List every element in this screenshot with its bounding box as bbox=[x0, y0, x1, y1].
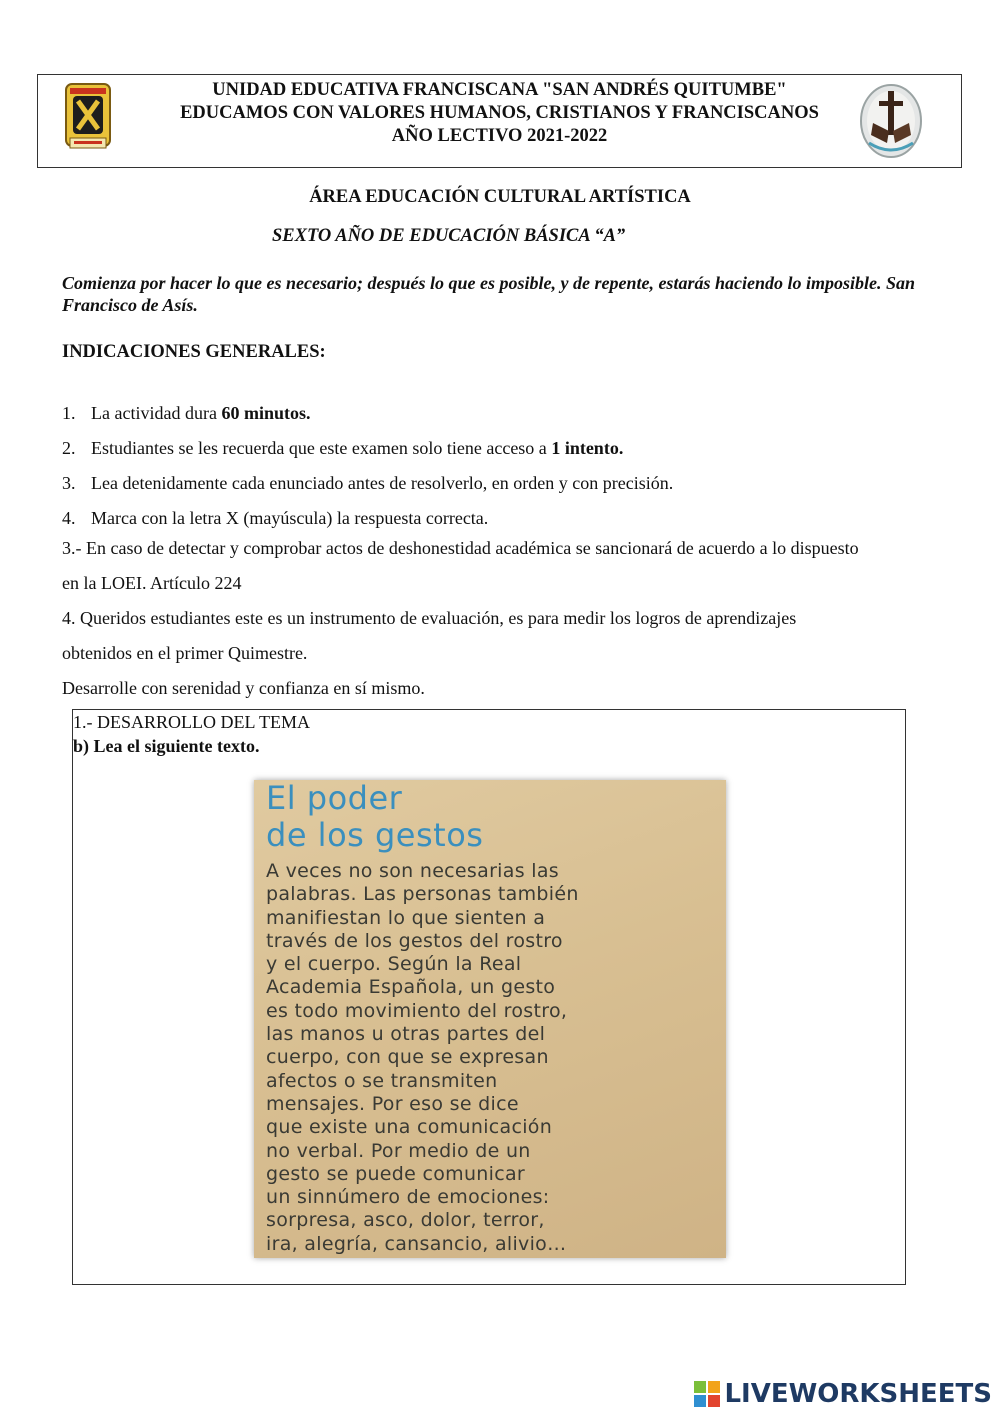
reading-line: es todo movimiento del rostro, bbox=[266, 999, 568, 1022]
reading-line: cuerpo, con que se expresan bbox=[266, 1046, 549, 1069]
instruction-item: 1. La actividad dura 60 minutos. bbox=[62, 403, 311, 423]
liveworksheets-watermark[interactable] bbox=[694, 1377, 992, 1411]
reading-line: no verbal. Por medio de un bbox=[266, 1139, 531, 1162]
instruction-item: 2. Estudiantes se les recuerda que este examen solo tiene acceso a 1 intento. bbox=[62, 438, 624, 458]
reading-line: través de los gestos del rostro bbox=[266, 929, 563, 952]
school-name: UNIDAD EDUCATIVA FRANCISCANA "SAN ANDRÉS QUITUMBE" bbox=[212, 80, 787, 100]
honesty-notice-line1: 3.- En caso de detectar y comprobar actos de deshonestidad académica se sancionará de acuerdo a lo dispuesto bbox=[62, 538, 859, 558]
liveworksheets-logo-icon bbox=[694, 1381, 720, 1407]
closing-note: Desarrolle con serenidad y confianza en sí mismo. bbox=[62, 678, 425, 698]
reading-line: las manos u otras partes del bbox=[266, 1023, 546, 1046]
general-instructions-title: INDICACIONES GENERALES: bbox=[62, 342, 326, 362]
reading-line: que existe una comunicación bbox=[266, 1116, 553, 1139]
reading-line: y el cuerpo. Según la Real bbox=[266, 953, 522, 976]
school-year: AÑO LECTIVO 2021-2022 bbox=[391, 126, 608, 146]
school-header bbox=[37, 74, 962, 168]
instructions-list bbox=[62, 396, 952, 536]
school-crest-icon bbox=[64, 82, 112, 156]
evaluation-note-line1: 4. Queridos estudiantes este es un instrumento de evaluación, es para medir los logros de aprendizajes bbox=[62, 608, 797, 628]
reading-line: A veces no son necesarias las bbox=[266, 860, 559, 882]
reading-line: palabras. Las personas también bbox=[266, 883, 579, 906]
instruction-item: 3. Lea detenidamente cada enunciado antes de resolverlo, en orden y con precisión. bbox=[62, 473, 674, 493]
reading-body bbox=[266, 860, 721, 1256]
reading-title: El poder de los gestos bbox=[266, 780, 484, 854]
topic-instruction: b) Lea el siguiente texto. bbox=[73, 736, 260, 756]
reading-text-image bbox=[254, 780, 726, 1258]
honesty-notice-line2: en la LOEI. Artículo 224 bbox=[62, 573, 242, 593]
reading-line: afectos o se transmiten bbox=[266, 1069, 498, 1092]
topic-heading: 1.- DESARROLLO DEL TEMA bbox=[73, 712, 310, 732]
school-motto: EDUCAMOS CON VALORES HUMANOS, CRISTIANOS Y FRANCISCANOS bbox=[180, 103, 819, 123]
area-title: ÁREA EDUCACIÓN CULTURAL ARTÍSTICA bbox=[309, 187, 691, 207]
reading-line: Academia Española, un gesto bbox=[266, 976, 556, 999]
grade-title: SEXTO AÑO DE EDUCACIÓN BÁSICA “A” bbox=[272, 226, 626, 246]
franciscan-quote: Comienza por hacer lo que es necesario; después lo que es posible, y de repente, estarás haciendo lo imposible. San Francisco de Asís. bbox=[62, 273, 915, 315]
reading-line: mensajes. Por eso se dice bbox=[266, 1092, 519, 1115]
reading-line: gesto se puede comunicar bbox=[266, 1162, 526, 1185]
instruction-item: 4. Marca con la letra X (mayúscula) la respuesta correcta. bbox=[62, 508, 489, 528]
evaluation-note-line2: obtenidos en el primer Quimestre. bbox=[62, 643, 308, 663]
reading-line: manifiestan lo que sienten a bbox=[266, 906, 546, 929]
franciscan-cross-icon bbox=[859, 83, 923, 159]
topic-section bbox=[72, 709, 906, 1285]
reading-line: ira, alegría, cansancio, alivio… bbox=[266, 1232, 567, 1255]
reading-line: un sinnúmero de emociones: bbox=[266, 1186, 550, 1209]
reading-line: sorpresa, asco, dolor, terror, bbox=[266, 1209, 545, 1232]
watermark-text: LIVEWORKSHEETS bbox=[724, 1379, 992, 1409]
